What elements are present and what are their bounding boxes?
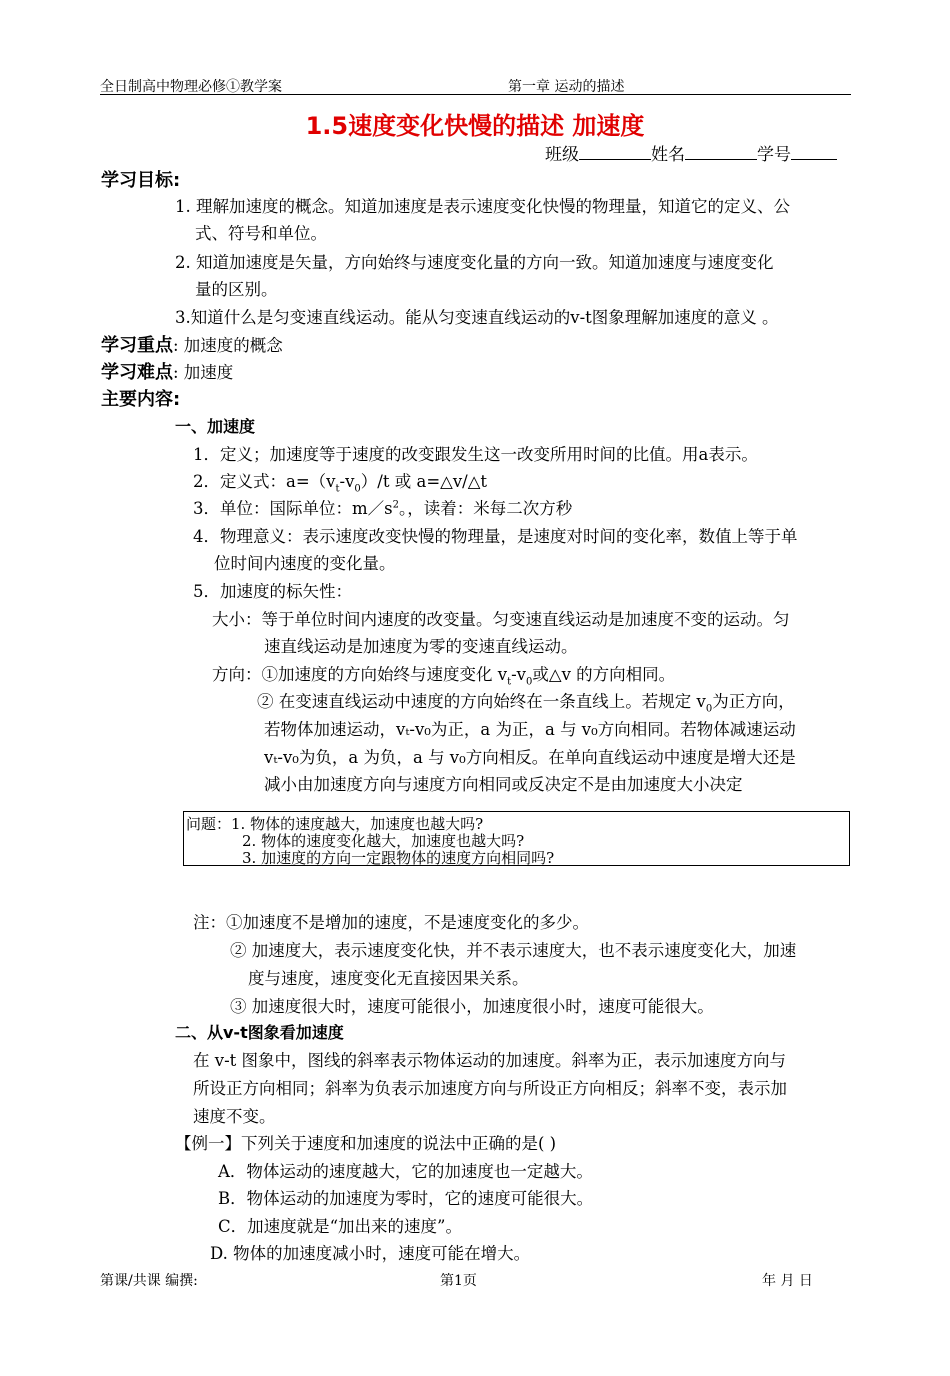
header-right: 第一章 运动的描述 [508, 79, 625, 95]
header-divider [100, 94, 851, 95]
student-info-line [545, 140, 837, 165]
note-2-cont: 度与速度，速度变化无直接因果关系。 [248, 969, 529, 988]
formula-sub-0: 0 [354, 483, 361, 495]
content-heading: 主要内容: [101, 389, 181, 410]
meaning-cont: 位时间内速度的变化量。 [214, 554, 396, 573]
direction-line-2 [257, 688, 795, 714]
question-box [183, 811, 850, 866]
number-blank [791, 144, 837, 160]
focus-line [101, 331, 283, 357]
difficulty-label: 学习难点 [101, 362, 173, 383]
formula [193, 468, 487, 494]
direction-line-5: 减小由加速度方向与速度方向相同或反决定不是由加速度大小决定 [264, 775, 743, 794]
formula-mid: -v [339, 472, 355, 491]
dir1-c: -v [511, 665, 527, 684]
note-3: ③ 加速度很大时，速度可能很小，加速度很小时，速度可能很大。 [230, 997, 714, 1016]
dir1-e: 或△v 的方向相同。 [532, 665, 676, 684]
option-b: B．物体运动的加速度为零时，它的速度可能很大。 [218, 1189, 594, 1208]
direction-line-3: 若物体加速运动，vₜ-v₀为正，a 为正，a 与 v₀方向相同。若物体减速运动 [264, 720, 796, 739]
dir2-c: 为正方向， [712, 692, 795, 711]
focus-text: : 加速度的概念 [173, 336, 283, 355]
objective-2: 2. 知道加速度是矢量，方向始终与速度变化量的方向一致。知道加速度与速度变化 [175, 253, 774, 272]
dir2-sub-0: 0 [705, 703, 713, 715]
name-blank [685, 144, 757, 160]
magnitude-line: 大小：等于单位时间内速度的改变量。匀变速直线运动是加速度不变的运动。匀 [212, 610, 790, 629]
note-2: ② 加速度大，表示速度变化快，并不表示速度大，也不表示速度变化大，加速 [230, 941, 797, 960]
question-2: 2. 物体的速度变化越大，加速度也越大吗? [242, 832, 525, 850]
definition: 1．定义；加速度等于速度的改变跟发生这一改变所用时间的比值。用a表示。 [193, 445, 758, 464]
dir2-a: ② 在变速直线运动中速度的方向始终在一条直线上。若规定 v [257, 692, 706, 711]
class-blank [579, 144, 651, 160]
part2-heading: 二、从v-t图象看加速度 [175, 1023, 344, 1042]
part2-line-3: 速度不变。 [193, 1107, 276, 1126]
unit [193, 495, 572, 519]
direction-line-1 [212, 661, 675, 687]
vector-heading: 5．加速度的标矢性： [193, 582, 352, 601]
direction-line-4: vₜ-v₀为负，a 为负，a 与 v₀方向相反。在单向直线运动中速度是增大还是 [264, 748, 796, 767]
dir1-a: 方向：①加速度的方向始终与速度变化 v [212, 665, 508, 684]
question-3: 3. 加速度的方向一定跟物体的速度方向相同吗? [242, 849, 555, 867]
footer-left: 第课/共课 编撰: [100, 1273, 198, 1289]
note-1: 注：①加速度不是增加的速度，不是速度变化的多少。 [193, 913, 589, 932]
magnitude-cont: 速直线运动是加速度为零的变速直线运动。 [264, 637, 578, 656]
footer-date: 年 月 日 [762, 1273, 813, 1289]
formula-pre: 2．定义式：a=（v [193, 472, 336, 491]
formula-post: ）/t 或 a=△v/△t [360, 472, 488, 491]
meaning: 4．物理意义：表示速度改变快慢的物理量，是速度对时间的变化率，数值上等于单 [193, 527, 798, 546]
focus-label: 学习重点 [101, 335, 173, 356]
page-number: 第1页 [440, 1273, 477, 1289]
dir1-sub-0: 0 [526, 676, 533, 688]
question-1: 问题：1. 物体的速度越大，加速度也越大吗? [186, 815, 484, 833]
objective-1: 1. 理解加速度的概念。知道加速度是表示速度变化快慢的物理量，知道它的定义、公 [175, 197, 790, 216]
class-label: 班级 [545, 145, 579, 165]
part1-heading: 一、加速度 [175, 417, 256, 436]
objectives-heading: 学习目标: [101, 170, 181, 191]
objective-3: 3.知道什么是匀变速直线运动。能从匀变速直线运动的v-t图象理解加速度的意义 。 [175, 308, 779, 327]
unit-sup: 2 [392, 499, 399, 511]
option-a: A．物体运动的速度越大，它的加速度也一定越大。 [218, 1162, 593, 1181]
option-c: C．加速度就是“加出来的速度”。 [218, 1217, 462, 1236]
unit-post: 。，读着：米每二次方秒 [399, 499, 573, 518]
difficulty-text: : 加速度 [173, 363, 234, 382]
difficulty-line [101, 358, 233, 384]
objective-2-cont: 量的区别。 [195, 280, 278, 299]
part2-line-1: 在 v-t 图象中，图线的斜率表示物体运动的加速度。斜率为正，表示加速度方向与 [193, 1051, 787, 1070]
page-title: 1.5速度变化快慢的描述 加速度 [305, 112, 645, 140]
example-stem: 【例一】下列关于速度和加速度的说法中正确的是( ) [175, 1134, 557, 1153]
option-d: D. 物体的加速度减小时，速度可能在增大。 [210, 1244, 531, 1263]
dir1-sub-t: t [507, 676, 512, 688]
objective-1-cont: 式、符号和单位。 [195, 224, 327, 243]
part2-line-2: 所设正方向相同；斜率为负表示加速度方向与所设正方向相反；斜率不变，表示加 [193, 1079, 787, 1098]
name-label: 姓名 [651, 145, 685, 165]
header-left: 全日制高中物理必修①教学案 [100, 79, 282, 95]
unit-pre: 3．单位：国际单位：m／s [193, 499, 393, 518]
formula-sub-t: t [335, 483, 340, 495]
number-label: 学号 [757, 145, 791, 165]
